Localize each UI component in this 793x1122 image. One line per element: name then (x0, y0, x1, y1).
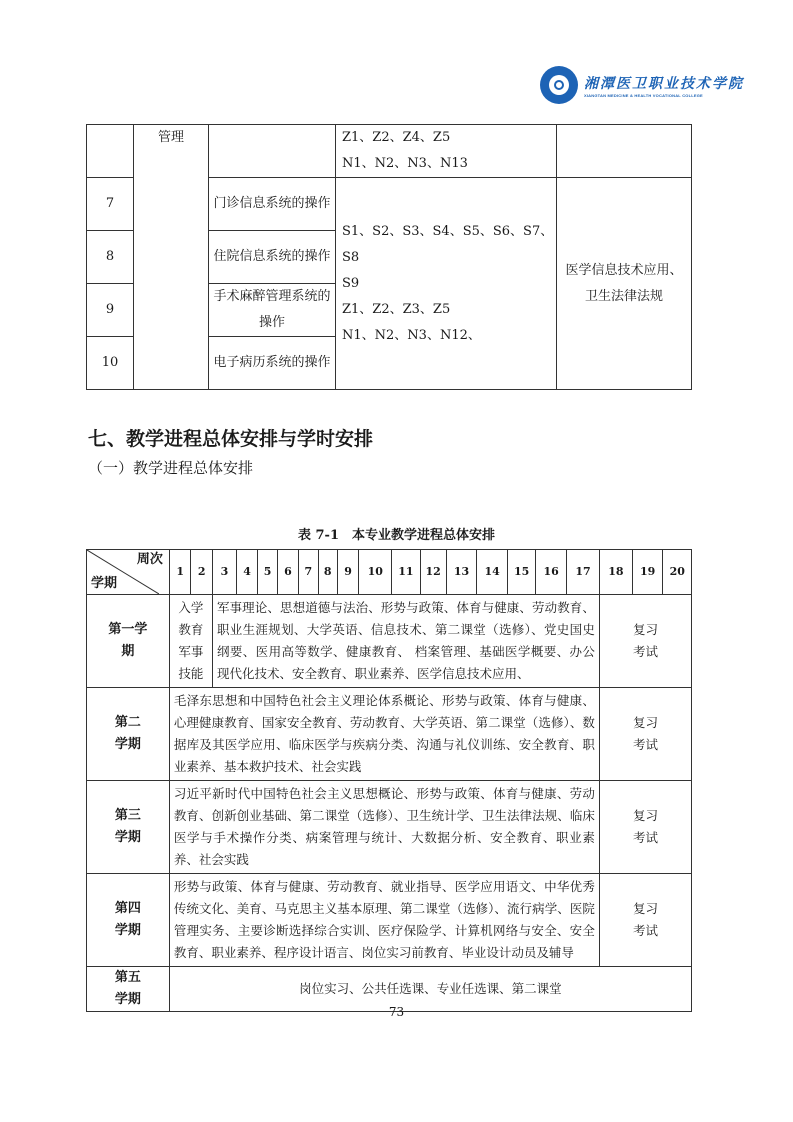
code-line: Z1、Z2、Z3、Z5 (342, 301, 451, 317)
review-cell (599, 874, 691, 967)
task-cell: 手术麻醉管理系统的操作 (209, 284, 336, 337)
course-cell (557, 125, 692, 178)
week-header: 8 (318, 550, 337, 595)
semester-row (87, 688, 692, 781)
code-line: N1、N2、N3、N13 (342, 156, 468, 171)
semester-name: 第一学期 (108, 622, 148, 659)
review-text: 复习考试 (632, 622, 658, 659)
week-header: 3 (212, 550, 236, 595)
task-cell: 电子病历系统的操作 (209, 337, 336, 390)
corner-semester-label: 学期 (91, 576, 118, 591)
table-caption: 表 7-1 本专业教学进程总体安排 (297, 528, 495, 543)
semester-row (87, 595, 692, 688)
task-table (86, 124, 692, 390)
courses-cell: 习近平新时代中国特色社会主义思想概论、形势与政策、体育与健康、劳动教育、创新创业基础、第二课堂（选修）、卫生统计学、卫生法律法规、临床医学与手术操作分类、病案管理与统计、大数据分析、安全教育、职业素养、社会实践 (169, 781, 599, 874)
review-cell (599, 781, 691, 874)
week-header: 17 (567, 550, 600, 595)
week-header: 7 (299, 550, 318, 595)
orientation-text: 入学教育军事技能 (178, 600, 204, 681)
semester-row (87, 874, 692, 967)
college-name-en: XIANGTAN MEDICINE & HEALTH VOCATIONAL COLLEGE (584, 92, 703, 98)
week-header: 20 (663, 550, 692, 595)
college-emblem-icon (540, 66, 578, 104)
section-subtitle: （一）教学进程总体安排 (88, 459, 254, 477)
semester-label (87, 595, 170, 688)
courses-cell: 形势与政策、体育与健康、劳动教育、就业指导、医学应用语文、中华优秀传统文化、美育、马克思主义基本原理、第二课堂（选修）、流行病学、医院管理实务、主要诊断选择综合实训、医疗保险学、计算机网络与安全、安全教育、职业素养、程序设计语言、岗位实习前教育、毕业设计动员及辅导 (169, 874, 599, 967)
courses-cell: 军事理论、思想道德与法治、形势与政策、体育与健康、劳动教育、职业生涯规划、大学英语、信息技术、第二课堂（选修）、党史国史纲要、医用高等数学、健康教育、 档案管理、基础医学概要、办公现代化技术、安全教育、职业素养、医学信息技术应用、 (212, 595, 599, 688)
semester-label (87, 688, 170, 781)
week-header: 16 (536, 550, 567, 595)
week-header: 11 (392, 550, 420, 595)
week-header: 15 (508, 550, 536, 595)
week-header: 14 (477, 550, 508, 595)
courses-cell: 毛泽东思想和中国特色社会主义理论体系概论、形势与政策、体育与健康、心理健康教育、国家安全教育、劳动教育、大学英语、第二课堂（选修）、数据库及其医学应用、临床医学与疾病分类、沟通与礼仪训练、安全教育、职业素养、基本救护技术、社会实践 (169, 688, 599, 781)
week-header: 6 (277, 550, 299, 595)
corner-week-label: 周次 (136, 552, 163, 567)
orientation-cell (169, 595, 212, 688)
num-cell: 10 (87, 337, 134, 390)
page-number: 73 (388, 1005, 405, 1019)
task-cell: 门诊信息系统的操作 (209, 178, 336, 231)
review-text: 复习考试 (632, 901, 658, 938)
code-line: S9 (342, 275, 360, 291)
college-logo (540, 66, 744, 104)
task-cell: 住院信息系统的操作 (209, 231, 336, 284)
semester-label (87, 781, 170, 874)
codes-cell (336, 125, 557, 178)
week-header: 12 (420, 550, 446, 595)
week-header: 13 (446, 550, 477, 595)
semester-name: 第五学期 (114, 970, 141, 1007)
num-cell: 8 (87, 231, 134, 284)
task-cell (209, 125, 336, 178)
semester-label (87, 874, 170, 967)
code-line: S1、S2、S3、S4、S5、S6、S7、S8 (342, 223, 554, 265)
review-cell (599, 688, 691, 781)
code-line: N1、N2、N3、N12、 (342, 327, 481, 343)
week-header: 9 (337, 550, 359, 595)
week-header: 18 (599, 550, 632, 595)
week-header: 5 (258, 550, 277, 595)
module-cell: 管理 (134, 125, 209, 390)
courses-cell: 岗位实习、公共任选课、专业任选课、第二课堂 (169, 967, 691, 1012)
course-cell: 医学信息技术应用、卫生法律法规 (557, 178, 692, 390)
review-text: 复习考试 (632, 715, 658, 752)
table-row (87, 125, 692, 178)
semester-name: 第四学期 (114, 901, 141, 938)
code-line: Z1、Z2、Z4、Z5 (342, 130, 451, 145)
review-text: 复习考试 (632, 808, 658, 845)
semester-name: 第二学期 (114, 715, 141, 752)
semester-name: 第三学期 (114, 808, 141, 845)
week-header: 19 (632, 550, 663, 595)
week-header: 1 (169, 550, 191, 595)
semester-row (87, 781, 692, 874)
header-row (87, 550, 692, 595)
schedule-table (86, 549, 692, 1012)
num-cell: 7 (87, 178, 134, 231)
section-title: 七、教学进程总体安排与学时安排 (88, 428, 374, 450)
college-name-cn: 湘潭医卫职业技术学院 (584, 75, 744, 92)
codes-cell (336, 178, 557, 390)
week-header: 4 (236, 550, 258, 595)
num-cell (87, 125, 134, 178)
week-header: 2 (191, 550, 213, 595)
num-cell: 9 (87, 284, 134, 337)
corner-header-cell (87, 550, 170, 595)
week-header: 10 (359, 550, 392, 595)
review-cell (599, 595, 691, 688)
